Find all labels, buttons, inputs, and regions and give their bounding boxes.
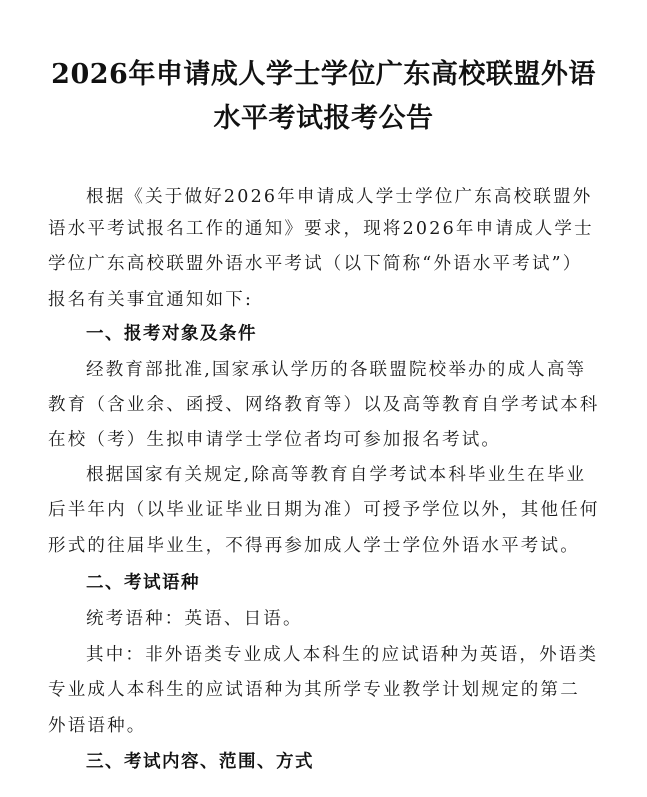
paragraph-line: 后半年内（以毕业证毕业日期为准）可授予学位以外，其他任何 bbox=[48, 500, 600, 520]
document-title-line-2: 水平考试报考公告 bbox=[213, 103, 434, 134]
intro-line: 语水平考试报名工作的通知》要求，现将2026年申请成人学士 bbox=[48, 219, 594, 239]
paragraph-line: 经教育部批准,国家承认学历的各联盟院校举办的成人高等 bbox=[86, 360, 587, 380]
intro-line: 学位广东高校联盟外语水平考试（以下简称“外语水平考试”） bbox=[48, 254, 583, 274]
paragraph-line: 在校（考）生拟申请学士学位者均可参加报名考试。 bbox=[48, 430, 502, 450]
paragraph-line: 根据国家有关规定,除高等教育自学考试本科毕业生在毕业 bbox=[86, 465, 587, 485]
paragraph-line: 形式的往届毕业生，不得再参加成人学士学位外语水平考试。 bbox=[48, 536, 580, 556]
paragraph-line: 教育（含业余、函授、网络教育等）以及高等教育自学考试本科 bbox=[48, 395, 600, 415]
intro-line: 报名有关事宜通知如下: bbox=[48, 290, 254, 310]
document-title-line-1: 2026年申请成人学士学位广东高校联盟外语 bbox=[51, 59, 596, 90]
paragraph-line: 专业成人本科生的应试语种为其所学专业教学计划规定的第二 bbox=[48, 680, 580, 700]
intro-line: 根据《关于做好2026年申请成人学士学位广东高校联盟外 bbox=[86, 187, 593, 207]
paragraph-line: 其中：非外语类专业成人本科生的应试语种为英语，外语类 bbox=[86, 645, 599, 665]
paragraph-line: 统考语种：英语、日语。 bbox=[86, 609, 303, 629]
paragraph-line: 外语语种。 bbox=[48, 716, 147, 736]
section-heading-3: 三、考试内容、范围、方式 bbox=[86, 752, 314, 772]
section-heading-2: 二、考试语种 bbox=[86, 573, 200, 593]
section-heading-1: 一、报考对象及条件 bbox=[86, 324, 257, 344]
